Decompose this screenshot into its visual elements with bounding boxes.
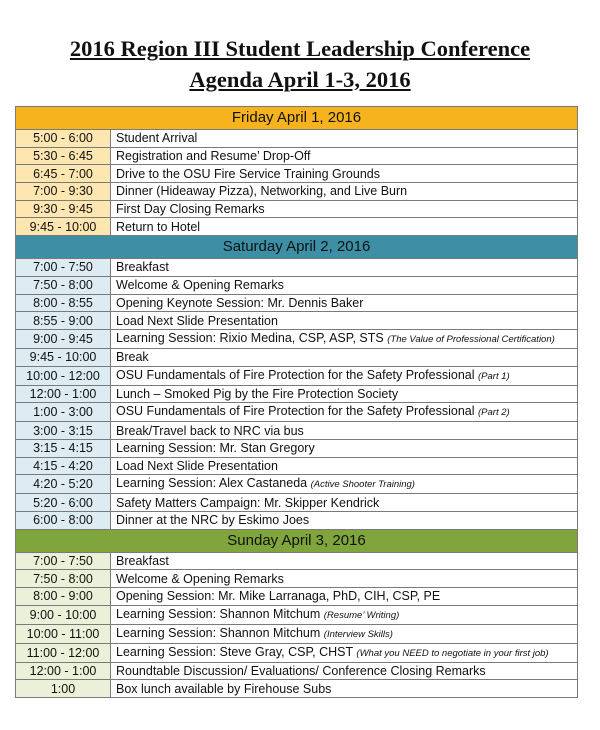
time-cell: 8:00 - 9:00: [16, 588, 111, 606]
event-text: Learning Session: Rixio Medina, CSP, ASP, STS: [116, 330, 384, 345]
event-note: (The Value of Professional Certification): [387, 333, 555, 345]
agenda-row: [16, 512, 578, 530]
agenda-row: [16, 605, 578, 624]
time-cell: 9:30 - 9:45: [16, 200, 111, 218]
agenda-row: [16, 329, 578, 348]
event-cell: [111, 457, 578, 475]
event-text: Return to Hotel: [116, 219, 201, 234]
time-cell: 1:00: [16, 680, 111, 698]
event-text: Learning Session: Alex Castaneda: [116, 476, 308, 491]
time-cell: 5:30 - 6:45: [16, 147, 111, 165]
day-heading: Saturday April 2, 2016: [16, 236, 578, 259]
agenda-row: [16, 624, 578, 643]
event-text: Dinner at the NRC by Eskimo Joes: [116, 513, 310, 528]
event-text: Box lunch available by Firehouse Subs: [116, 681, 332, 696]
time-cell: 4:15 - 4:20: [16, 457, 111, 475]
time-cell: 7:50 - 8:00: [16, 276, 111, 294]
event-text: Registration and Resume’ Drop-Off: [116, 149, 311, 164]
time-cell: 7:50 - 8:00: [16, 570, 111, 588]
event-text: Break/Travel back to NRC via bus: [116, 423, 304, 438]
event-cell: [111, 312, 578, 330]
event-note: (Active Shooter Training): [310, 479, 415, 491]
event-text: Welcome & Opening Remarks: [116, 571, 284, 586]
event-text: Breakfast: [116, 554, 169, 569]
event-cell: [111, 366, 578, 385]
time-cell: 10:00 - 12:00: [16, 366, 111, 385]
agenda-row: [16, 165, 578, 183]
agenda-row: [16, 294, 578, 312]
event-note: (Part 1): [478, 370, 510, 382]
event-cell: [111, 259, 578, 277]
agenda-row: [16, 457, 578, 475]
time-cell: 6:00 - 8:00: [16, 512, 111, 530]
event-note: (Interview Skills): [323, 628, 393, 640]
time-cell: 9:45 - 10:00: [16, 348, 111, 366]
event-cell: [111, 552, 578, 570]
event-cell: [111, 183, 578, 201]
event-text: Roundtable Discussion/ Evaluations/ Conference Closing Remarks: [116, 664, 486, 679]
time-cell: 6:45 - 7:00: [16, 165, 111, 183]
event-text: Learning Session: Mr. Stan Gregory: [116, 441, 315, 456]
event-text: Load Next Slide Presentation: [116, 313, 278, 328]
agenda-row: [16, 200, 578, 218]
time-cell: 9:00 - 10:00: [16, 605, 111, 624]
event-cell: [111, 439, 578, 457]
event-cell: [111, 348, 578, 366]
agenda-row: [16, 385, 578, 403]
event-text: OSU Fundamentals of Fire Protection for the Safety Professional: [116, 367, 475, 382]
event-cell: [111, 570, 578, 588]
event-cell: [111, 662, 578, 680]
event-text: OSU Fundamentals of Fire Protection for the Safety Professional: [116, 404, 475, 419]
agenda-row: [16, 218, 578, 236]
event-cell: [111, 294, 578, 312]
event-cell: [111, 130, 578, 148]
document-title: 2016 Region III Student Leadership Conference: [69, 36, 531, 61]
event-text: Learning Session: Steve Gray, CSP, CHST: [116, 644, 353, 659]
day-header-row: [16, 236, 578, 259]
agenda-row: [16, 130, 578, 148]
event-text: Lunch – Smoked Pig by the Fire Protection Society: [116, 386, 399, 401]
event-text: Student Arrival: [116, 131, 198, 146]
time-cell: 11:00 - 12:00: [16, 643, 111, 662]
event-cell: [111, 165, 578, 183]
time-cell: 10:00 - 11:00: [16, 624, 111, 643]
event-cell: [111, 276, 578, 294]
time-cell: 9:00 - 9:45: [16, 329, 111, 348]
event-cell: [111, 512, 578, 530]
event-cell: [111, 385, 578, 403]
time-cell: 4:20 - 5:20: [16, 475, 111, 494]
event-cell: [111, 218, 578, 236]
agenda-row: [16, 439, 578, 457]
day-heading: Sunday April 3, 2016: [16, 529, 578, 552]
time-cell: 7:00 - 9:30: [16, 183, 111, 201]
agenda-row: [16, 348, 578, 366]
day-header-row: [16, 529, 578, 552]
agenda-row: [16, 643, 578, 662]
agenda-row: [16, 680, 578, 698]
day-header-row: [16, 107, 578, 130]
event-text: First Day Closing Remarks: [116, 202, 265, 217]
agenda-row: [16, 183, 578, 201]
document-subtitle: Agenda April 1-3, 2016: [189, 67, 411, 92]
agenda-row: [16, 552, 578, 570]
agenda-row: [16, 570, 578, 588]
event-text: Break: [116, 350, 149, 365]
event-text: Learning Session: Shannon Mitchum: [116, 625, 321, 640]
agenda-row: [16, 588, 578, 606]
event-cell: [111, 147, 578, 165]
time-cell: 7:00 - 7:50: [16, 552, 111, 570]
time-cell: 5:00 - 6:00: [16, 130, 111, 148]
event-cell: [111, 422, 578, 440]
agenda-table: [15, 106, 578, 698]
day-heading: Friday April 1, 2016: [16, 107, 578, 130]
time-cell: 3:15 - 4:15: [16, 439, 111, 457]
agenda-row: [16, 276, 578, 294]
event-text: Learning Session: Shannon Mitchum: [116, 606, 321, 621]
event-cell: [111, 605, 578, 624]
agenda-row: [16, 259, 578, 277]
event-cell: [111, 643, 578, 662]
time-cell: 7:00 - 7:50: [16, 259, 111, 277]
event-text: Breakfast: [116, 260, 169, 275]
event-cell: [111, 403, 578, 422]
event-note: (What you NEED to negotiate in your first job): [356, 647, 549, 659]
event-cell: [111, 624, 578, 643]
agenda-row: [16, 422, 578, 440]
event-cell: [111, 588, 578, 606]
event-note: (Part 2): [478, 407, 510, 419]
event-cell: [111, 200, 578, 218]
agenda-row: [16, 403, 578, 422]
event-note: (Resume’ Writing): [323, 609, 400, 621]
event-text: Welcome & Opening Remarks: [116, 278, 284, 293]
agenda-row: [16, 494, 578, 512]
event-text: Load Next Slide Presentation: [116, 458, 278, 473]
event-cell: [111, 680, 578, 698]
time-cell: 3:00 - 3:15: [16, 422, 111, 440]
event-text: Dinner (Hideaway Pizza), Networking, and Live Burn: [116, 184, 408, 199]
agenda-row: [16, 366, 578, 385]
time-cell: 12:00 - 1:00: [16, 662, 111, 680]
event-text: Opening Keynote Session: Mr. Dennis Baker: [116, 295, 364, 310]
time-cell: 1:00 - 3:00: [16, 403, 111, 422]
event-cell: [111, 494, 578, 512]
agenda-row: [16, 662, 578, 680]
event-cell: [111, 329, 578, 348]
event-text: Opening Session: Mr. Mike Larranaga, PhD, CIH, CSP, PE: [116, 589, 441, 604]
event-text: Drive to the OSU Fire Service Training Grounds: [116, 166, 380, 181]
time-cell: 12:00 - 1:00: [16, 385, 111, 403]
event-text: Safety Matters Campaign: Mr. Skipper Kendrick: [116, 495, 380, 510]
agenda-row: [16, 147, 578, 165]
event-cell: [111, 475, 578, 494]
time-cell: 5:20 - 6:00: [16, 494, 111, 512]
time-cell: 8:00 - 8:55: [16, 294, 111, 312]
agenda-row: [16, 312, 578, 330]
agenda-row: [16, 475, 578, 494]
time-cell: 9:45 - 10:00: [16, 218, 111, 236]
time-cell: 8:55 - 9:00: [16, 312, 111, 330]
